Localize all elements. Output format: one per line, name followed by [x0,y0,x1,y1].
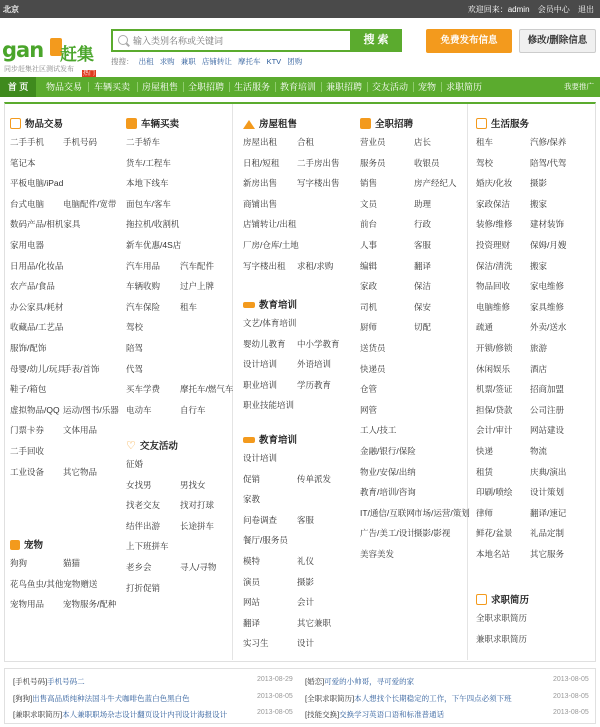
category-link[interactable]: 教育/培训/咨询 [360,487,416,498]
news-date: 2013-08-05 [553,709,589,716]
nav-life[interactable]: 生活服务 [233,82,270,92]
logout-link[interactable]: 退出 [578,5,594,14]
search-input[interactable] [133,33,353,48]
category-link[interactable]: 旅游 [530,343,548,353]
category-link[interactable]: 手机号码 [63,137,98,147]
category-link[interactable]: 网管 [360,404,378,415]
category-link[interactable]: 台式电脑 [10,198,45,209]
category-link[interactable]: 二手手机 [10,137,45,147]
category-link[interactable]: 搬家 [530,260,548,271]
nav-resume[interactable]: 求职简历 [445,82,482,92]
category-link[interactable]: 陪驾/代驾 [530,157,567,168]
section-title-dating[interactable]: ♡ 交友活动 [126,440,178,452]
category-link[interactable]: 其它兼职 [297,617,332,628]
category-link[interactable]: 房产经纪人 [414,178,457,189]
news-item[interactable]: [技能交换]交换学习英语口语和标准普通话 [305,710,445,719]
house-icon [243,118,255,129]
category-link[interactable]: 老乡会 [126,562,152,572]
category-link[interactable]: 文体用品 [63,425,98,436]
category-link[interactable]: 过户上牌 [180,281,215,292]
category-link[interactable]: 美容美发 [360,549,395,559]
column-divider [467,104,468,660]
category-link[interactable]: 笔记本 [10,157,36,168]
category-link[interactable]: 家用电器 [10,240,45,250]
latest-news [4,668,596,724]
hot-search-label: 搜搜： [111,57,134,66]
category-link[interactable]: 家政保洁 [476,198,511,209]
category-link[interactable]: 快递 [476,446,494,456]
category-link[interactable]: 仓管 [360,384,378,395]
top-bar [0,0,600,18]
hot-word[interactable]: 兼职 [180,57,196,66]
category-link[interactable]: 结伴出游 [126,520,161,531]
category-link[interactable]: 营业员 [360,137,386,147]
category-link[interactable]: 店铺转让/出租 [243,219,297,230]
category-link[interactable]: 兼职求职简历 [476,633,528,644]
category-link[interactable]: 设计策划 [530,487,565,498]
category-link[interactable]: 家教 [243,494,261,505]
category-link[interactable]: 会计 [297,597,315,608]
category-link[interactable]: 农产品/食品 [10,281,55,292]
cars-icon [126,118,137,129]
category-link[interactable]: 母婴/幼儿/玩具 [10,363,66,374]
category-link[interactable]: 庆典/演出 [530,466,567,477]
category-link[interactable]: 保安 [414,301,432,312]
dating-icon: ♡ [126,440,136,452]
category-link[interactable]: 翻译/速记 [530,507,567,518]
logo-tagline: 同步赶集社区测试发布 [4,66,74,73]
category-link[interactable]: 送货员 [360,343,386,353]
category-link[interactable]: 店长 [414,137,432,147]
category-link[interactable]: 驾校 [476,157,494,168]
category-link[interactable]: 物流 [530,446,548,456]
category-link[interactable]: 其它物品 [63,466,98,477]
category-link[interactable]: 文员 [360,198,378,209]
category-link[interactable]: 网站 [243,597,261,608]
category-link[interactable]: 运动/图书/乐器 [63,404,119,415]
section-title-house[interactable]: 房屋租售 [243,116,297,130]
category-link[interactable]: 司机 [360,301,378,312]
news-item[interactable]: [全职求职简历]本人想找个长期稳定的工作，下午四点必须下班 [305,694,512,703]
category-link[interactable]: 新房出售 [243,178,278,189]
user-links [462,4,594,15]
section-title-edu2[interactable]: 教育培训 [243,432,297,446]
news-date: 2013-08-05 [257,693,293,700]
nav-parttime[interactable]: 兼职招聘 [325,82,362,92]
category-link[interactable]: 陪驾 [126,343,144,353]
nav-pets[interactable]: 宠物 [417,82,436,92]
column-divider [232,104,233,660]
category-link[interactable]: 汽车保险 [126,301,161,312]
life-icon [476,118,487,129]
category-link[interactable]: 投资理财 [476,240,511,250]
news-date: 2013-08-05 [553,676,589,683]
category-link[interactable]: 设计 [297,638,315,649]
category-link[interactable]: 电动车 [126,404,152,415]
category-link[interactable]: 厂房/仓库/土地 [243,240,299,250]
category-link[interactable]: 合租 [297,137,315,147]
category-link[interactable]: 外卖/送水 [530,322,567,333]
edit-delete-button[interactable]: 修改/删除信息 [519,29,596,53]
category-link[interactable]: 男找女 [180,479,206,490]
category-link[interactable]: IT/通信/互联网 [360,507,415,518]
category-link[interactable]: 长途拼车 [180,520,215,531]
hot-search [111,56,306,67]
news-item[interactable]: [狗狗]出售高品质纯种法国斗牛犬咖啡色蓝白色黑白色 [13,694,190,703]
category-link[interactable]: 驾校 [126,322,144,333]
category-link[interactable]: 鞋子/箱包 [10,384,47,395]
news-date: 2013-08-29 [257,676,293,683]
category-link[interactable]: 汽车用品 [126,260,161,271]
category-link[interactable]: 招商加盟 [530,384,565,395]
category-link[interactable]: 面包车/客车 [126,198,171,209]
category-link[interactable]: 写字楼出售 [297,178,340,189]
category-link[interactable]: 猫猫 [63,558,81,568]
jobs-icon [360,118,371,129]
hot-badge: 热门 [82,71,95,77]
category-link[interactable]: 租赁 [476,466,494,477]
category-link[interactable]: 物品回收 [476,281,511,292]
category-link[interactable]: 新车优惠/4S店 [126,240,182,250]
category-link[interactable]: 职业技能培训 [243,400,295,411]
category-link[interactable]: 翻译 [414,260,432,271]
category-link[interactable]: 保洁 [414,281,432,292]
logo-brand-cn: 赶集 [60,45,94,64]
category-link[interactable]: 客服 [414,240,432,250]
hot-word[interactable]: 出租 [138,57,154,66]
category-link[interactable]: 设计培训 [243,359,278,370]
category-link[interactable]: 演员 [243,576,261,587]
news-item[interactable]: [婚恋]可爱的小帅哥，寻可爱的家 [305,677,415,686]
category-link[interactable]: 二手房出售 [297,157,340,168]
category-link[interactable]: 二手回收 [10,446,45,456]
category-link[interactable]: 问卷调查 [243,514,278,525]
section-title-pets[interactable]: 宠物 [10,537,43,551]
category-link[interactable]: 写字楼出租 [243,260,286,271]
news-item[interactable]: [兼职求职简历]本人兼职职场杂志设计翻页设计内刊设计海报设计 [13,710,228,719]
category-link[interactable]: 全职求职简历 [476,613,528,623]
nav-goods[interactable]: 物品交易 [45,82,82,92]
category-link[interactable]: 担保/贷款 [476,404,513,415]
city-selector[interactable]: 北京 [3,5,19,14]
category-link[interactable]: 摩托车/燃气车 [180,384,234,395]
category-link[interactable]: 找对打球 [180,500,215,511]
promo-link[interactable]: 我要推广 [564,82,594,91]
hot-word[interactable]: 团购 [287,57,303,66]
news-date: 2013-08-05 [553,693,589,700]
category-link[interactable]: 手表/首饰 [63,363,100,374]
category-link[interactable]: 自行车 [180,404,206,415]
category-link[interactable]: 摄影/影视 [414,528,451,539]
category-link[interactable]: 女找男 [126,479,152,490]
category-link[interactable]: 家具维修 [530,301,565,312]
hot-word[interactable]: 店铺转让 [201,57,232,66]
category-link[interactable]: 本地名站 [476,549,511,559]
category-link[interactable]: 实习生 [243,638,269,649]
category-link[interactable]: 物业/安保/出纳 [360,466,416,477]
category-link[interactable]: 门票卡券 [10,425,45,436]
section-title-edu1[interactable]: 教育培训 [243,297,297,311]
category-link[interactable]: 拖拉机/收割机 [126,219,180,230]
category-link[interactable]: 找老交友 [126,500,161,511]
nav-home[interactable]: 首 页 [0,77,36,97]
category-link[interactable]: 礼仪 [297,556,315,566]
category-link[interactable]: 打折促销 [126,582,161,593]
category-link[interactable]: 翻译 [243,617,261,628]
welcome-text: 欢迎回来：admin [467,5,530,14]
main-nav [0,77,600,97]
category-link[interactable]: 会计/审计 [476,425,513,436]
category-link[interactable]: 租车 [476,137,494,147]
category-link[interactable]: 快递员 [360,363,386,374]
category-link[interactable]: 客服 [297,514,315,525]
category-link[interactable]: 工人/技工 [360,425,397,436]
section-title-resume[interactable]: 求职简历 [476,592,529,606]
category-link[interactable]: 日租/短租 [243,157,280,168]
search-icon [118,35,128,45]
category-link[interactable]: 酒店 [530,363,548,374]
category-link[interactable]: 广告/美工/设计 [360,528,416,539]
category-link[interactable]: 货车/工程车 [126,157,171,168]
category-link[interactable]: 家政 [360,281,378,292]
category-link[interactable]: 收银员 [414,157,440,168]
category-link[interactable]: 礼品定制 [530,528,565,539]
search-button[interactable]: 搜 索 [350,29,402,52]
category-link[interactable]: 市场/运营/策划 [414,507,470,518]
category-link[interactable]: 其它服务 [530,549,565,559]
category-link[interactable]: 二手轿车 [126,137,161,147]
section-title-jobs[interactable]: 全职招聘 [360,116,413,130]
category-link[interactable]: 设计培训 [243,453,278,463]
goods-icon [10,118,21,129]
category-link[interactable]: 虚拟物品/QQ [10,404,60,415]
category-link[interactable]: 中小学教育 [297,338,340,349]
category-link[interactable]: 前台 [360,219,378,230]
category-link[interactable]: 保洁/清洗 [476,260,513,271]
category-link[interactable]: 工业设备 [10,466,45,477]
news-date: 2013-08-05 [257,709,293,716]
section-title-life[interactable]: 生活服务 [476,116,529,130]
category-link[interactable]: 保姆/月嫂 [530,240,567,250]
category-link[interactable]: 职业培训 [243,379,278,390]
section-title-goods[interactable]: 物品交易 [10,116,63,130]
category-link[interactable]: 人事 [360,240,378,250]
category-link[interactable]: 行政 [414,219,432,230]
category-link[interactable]: 服务员 [360,157,386,168]
category-link[interactable]: 寻人/寻物 [180,562,217,572]
category-link[interactable]: 金融/银行/保险 [360,446,416,456]
category-link[interactable]: 汽车配件 [180,260,215,271]
hot-word[interactable]: 求购 [159,57,175,66]
category-link[interactable]: 宠物服务/配种 [63,599,117,610]
category-link[interactable]: 疏通 [476,322,494,333]
category-link[interactable]: 促销 [243,473,261,484]
section-title-cars[interactable]: 车辆买卖 [126,116,179,130]
category-link[interactable]: 求租/求购 [297,260,334,271]
nav-jobs[interactable]: 全职招聘 [187,82,224,92]
category-link[interactable]: 装修/维修 [476,219,513,230]
category-link[interactable]: 摄影 [297,576,315,587]
category-link[interactable]: 摄影 [530,178,548,189]
category-link[interactable]: 上下班拼车 [126,541,169,552]
category-link[interactable]: 电脑配件/宽带 [63,198,117,209]
category-link[interactable]: 花鸟鱼虫/其他宠物赠送 [10,578,98,589]
category-link[interactable]: 开锁/修锁 [476,343,513,353]
category-link[interactable]: 传单派发 [297,473,332,484]
edu2-icon [243,437,255,443]
category-link[interactable]: 餐厅/服务员 [243,535,288,546]
category-link[interactable]: 日用品/化妆品 [10,260,64,271]
post-free-button[interactable]: 免费发布信息 [426,29,512,53]
nav-house[interactable]: 房屋租售 [141,82,178,92]
category-link[interactable]: 编辑 [360,260,378,271]
category-link[interactable]: 销售 [360,178,378,189]
edu1-icon [243,302,255,308]
pets-icon [10,540,20,550]
hot-word[interactable]: KTV [266,57,282,66]
category-link[interactable]: 房屋出租 [243,137,278,147]
category-link[interactable]: 机票/签证 [476,384,513,395]
category-link[interactable]: 婴幼儿教育 [243,338,286,349]
category-link[interactable]: 征婚 [126,459,144,469]
category-link[interactable]: 平板电脑/iPad [10,178,64,189]
category-link[interactable]: 助理 [414,198,432,209]
category-link[interactable]: 汽修/保养 [530,137,567,147]
site-logo[interactable] [2,38,102,73]
category-link[interactable]: 狗狗 [10,558,28,568]
category-link[interactable]: 宠物用品 [10,599,45,610]
category-link[interactable]: 代驾 [126,363,144,374]
hot-word[interactable]: 摩托车 [237,57,261,66]
category-link[interactable]: 厨师 [360,322,378,333]
category-link[interactable]: 文艺/体育培训 [243,318,297,328]
category-link[interactable]: 婚庆/化妆 [476,178,513,189]
category-link[interactable]: 公司注册 [530,404,565,415]
category-link[interactable]: 建材装饰 [530,219,565,230]
news-item[interactable]: [手机号码]手机号码二 [13,677,85,686]
category-link[interactable]: 印刷/喷绘 [476,487,513,498]
category-link[interactable]: 服饰/配饰 [10,343,47,353]
category-link[interactable]: 数码产品/相机家具 [10,219,81,230]
category-link[interactable]: 电脑维修 [476,301,511,312]
category-link[interactable]: 模特 [243,556,261,566]
category-link[interactable]: 学历教育 [297,379,332,390]
category-link[interactable]: 切配 [414,322,432,333]
nav-edu[interactable]: 教育培训 [279,82,316,92]
nav-cars[interactable]: 车辆买卖 [93,82,130,92]
category-link[interactable]: 车辆收购 [126,281,161,292]
category-link[interactable]: 家电维修 [530,281,565,292]
category-link[interactable]: 律师 [476,507,494,518]
category-link[interactable]: 外语培训 [297,359,332,370]
category-link[interactable]: 商铺出售 [243,198,278,209]
category-link[interactable]: 租车 [180,301,198,312]
logo-brand: gan [2,38,44,62]
category-link[interactable]: 网站建设 [530,425,565,436]
category-link[interactable]: 搬家 [530,198,548,209]
resume-icon [476,594,487,605]
nav-dating[interactable]: 交友活动 [371,82,408,92]
category-link[interactable]: 鲜花/盆景 [476,528,513,539]
category-link[interactable]: 休闲娱乐 [476,363,511,374]
category-link[interactable]: 收藏品/工艺品 [10,322,64,333]
category-link[interactable]: 买车学费 [126,384,161,395]
category-link[interactable]: 办公家具/耗材 [10,301,64,312]
category-link[interactable]: 本地下线车 [126,178,169,189]
member-center-link[interactable]: 会员中心 [537,5,570,14]
